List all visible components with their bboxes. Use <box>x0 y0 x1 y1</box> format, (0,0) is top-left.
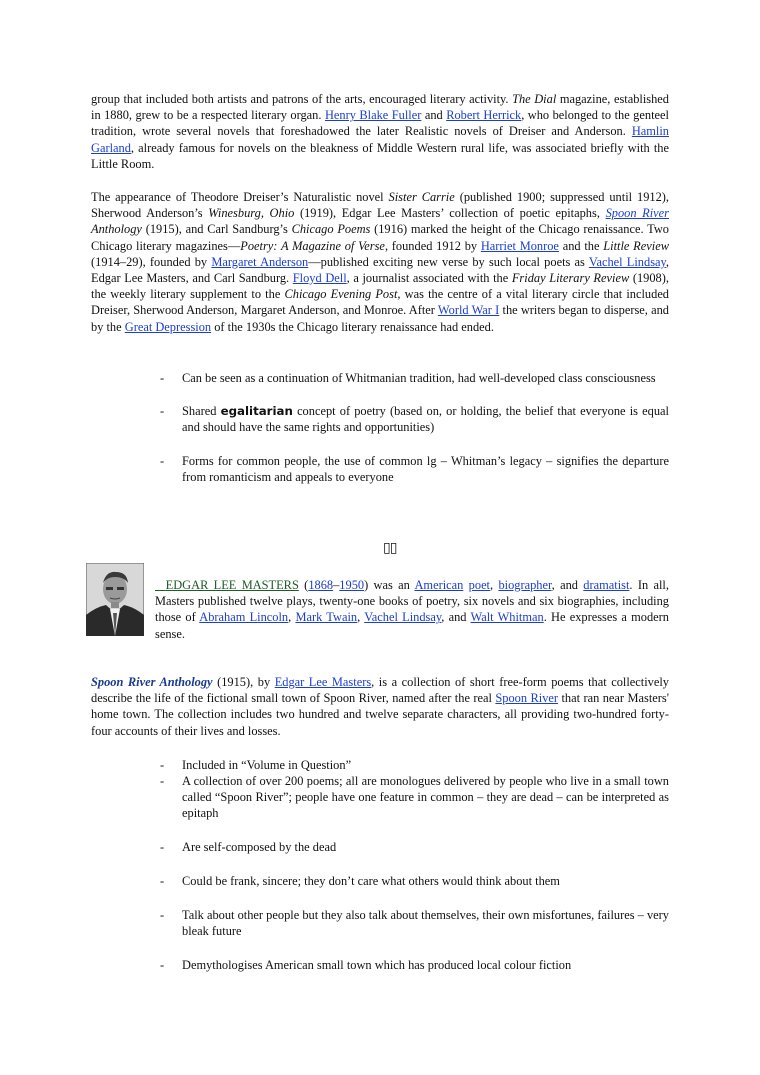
bullet-dash: - <box>160 774 165 788</box>
link-1868[interactable]: 1868 <box>308 578 334 592</box>
link-dramatist[interactable]: dramatist <box>583 578 630 592</box>
bullet-dash: - <box>160 958 165 972</box>
bullet-dash: - <box>160 874 165 888</box>
link-vachel-lindsay[interactable]: Vachel Lindsay <box>588 254 666 269</box>
bullet-dash: - <box>160 454 165 468</box>
list-item: - Forms for common people, the use of common lg – Whitman’s legacy – signifies the departure from romanticism and appeals to everyone <box>160 454 669 485</box>
link-poet[interactable]: poet <box>468 578 491 592</box>
spoon-river-title: Spoon River Anthology <box>91 675 213 689</box>
bullet-dash: - <box>160 404 165 418</box>
link-spoon-river-real[interactable]: Spoon River <box>495 691 559 706</box>
list-item: - Demythologises American small town which has produced local colour fiction <box>160 958 572 972</box>
link-abraham-lincoln[interactable]: Abraham Lincoln <box>199 610 289 625</box>
list-item: - Are self-composed by the dead <box>160 840 337 854</box>
list-item: - Included in “Volume in Question” <box>160 758 352 772</box>
bullet-dash: - <box>160 758 165 772</box>
link-edgar-lee-masters[interactable]: Edgar Lee Masters <box>274 675 372 689</box>
link-robert-herrick[interactable]: Robert Herrick <box>446 108 522 123</box>
link-henry-blake-fuller[interactable]: Henry Blake Fuller <box>324 108 422 123</box>
list-item: - A collection of over 200 poems; all are monologues delivered by people who live in a small town called “Spoon River”; people have one feature in common – they are dead – can be interpreted as epitaph <box>160 774 669 821</box>
missing-glyph-symbol: ▯▯ <box>383 540 397 556</box>
masters-bio-paragraph: EDGAR LEE MASTERS (1868–1950) was an American poet, biographer, and dramatist. In all, Masters published twelve plays, twenty-one books of poetry, six novels and six biographies, including those of Abraham Lincoln, Mark Twain, Vachel Lindsay, and Walt Whitman. He expresses a modern sense. <box>155 578 669 641</box>
link-biographer[interactable]: biographer <box>498 578 552 592</box>
link-harriet-monroe[interactable]: Harriet Monroe <box>480 238 559 253</box>
list-item: - Could be frank, sincere; they don’t care what others would think about them <box>160 874 560 888</box>
link-american[interactable]: American <box>414 578 464 592</box>
link-spoon-river[interactable]: Spoon River <box>605 206 669 221</box>
paragraph-little-room: group that included both artists and patrons of the arts, encouraged literary activity. The Dial magazine, established in 1880, grew to be a respected literary organ. Henry Blake Fuller and Robert Herrick, who belonged to the genteel tradition, wrote several novels that foreshadowed the later Realistic novels of Dreiser and Anderson. Hamlin Garland, already famous for novels on the bleakness of Middle Western rural life, was associated briefly with the Little Room. <box>91 92 670 171</box>
list-item: - Can be seen as a continuation of Whitmanian tradition, had well-developed class consciousness <box>160 371 656 385</box>
list-item: - Talk about other people but they also talk about themselves, their own misfortunes, failures – very bleak future <box>160 908 669 939</box>
list-item: - Shared egalitarian concept of poetry (based on, or holding, the belief that everyone is equal and should have the same rights and opportunities) <box>160 404 669 435</box>
link-edgar-lee-masters-heading[interactable]: EDGAR LEE MASTERS <box>165 578 299 592</box>
bullet-dash: - <box>160 908 165 922</box>
link-walt-whitman[interactable]: Walt Whitman <box>470 610 544 625</box>
bullet-dash: - <box>160 840 165 854</box>
bullet-dash: - <box>160 371 165 385</box>
link-world-war-i[interactable]: World War I <box>437 303 500 318</box>
paragraph-spoon-river-anthology: Spoon River Anthology (1915), by Edgar Lee Masters, is a collection of short free-form poems that collectively describe the life of the fictional small town of Spoon River, named after the real Spoon River that ran near Masters' home town. The collection includes two hundred and twelve separate characters, all providing two-hundred forty-four accounts of their lives and losses. <box>91 675 669 738</box>
link-hamlin-garland[interactable]: Hamlin Garland <box>91 124 669 155</box>
edgar-lee-masters-portrait <box>86 563 144 636</box>
link-floyd-dell[interactable]: Floyd Dell <box>292 271 347 286</box>
link-great-depression[interactable]: Great Depression <box>124 319 212 334</box>
link-margaret-anderson[interactable]: Margaret Anderson <box>211 254 309 269</box>
link-mark-twain[interactable]: Mark Twain <box>295 610 358 625</box>
link-1950[interactable]: 1950 <box>339 578 365 592</box>
paragraph-chicago-renaissance: The appearance of Theodore Dreiser’s Naturalistic novel Sister Carrie (published 1900; suppressed until 1912), Sherwood Anderson’s Winesburg, Ohio (1919), Edgar Lee Masters’ collection of poetic epitaphs, Spoon River Anthology (1915), and Carl Sandburg’s Chicago Poems (1916) marked the height of the Chicago renaissance. Two Chicago literary magazines—Poetry: A Magazine of Verse, founded 1912 by Harriet Monroe and the Little Review (1914–29), founded by Margaret Anderson—published exciting new verse by such local poets as Vachel Lindsay, Edgar Lee Masters, and Carl Sandburg. Floyd Dell, a journalist associated with the Friday Literary Review (1908), the weekly literary supplement to the Chicago Evening Post, was the centre of a vital literary circle that included Dreiser, Sherwood Anderson, Margaret Anderson, and Monroe. After World War I the writers began to disperse, and by the Great Depression of the 1930s the Chicago literary renaissance had ended. <box>91 190 670 334</box>
link-vachel-lindsay-2[interactable]: Vachel Lindsay <box>364 610 442 625</box>
